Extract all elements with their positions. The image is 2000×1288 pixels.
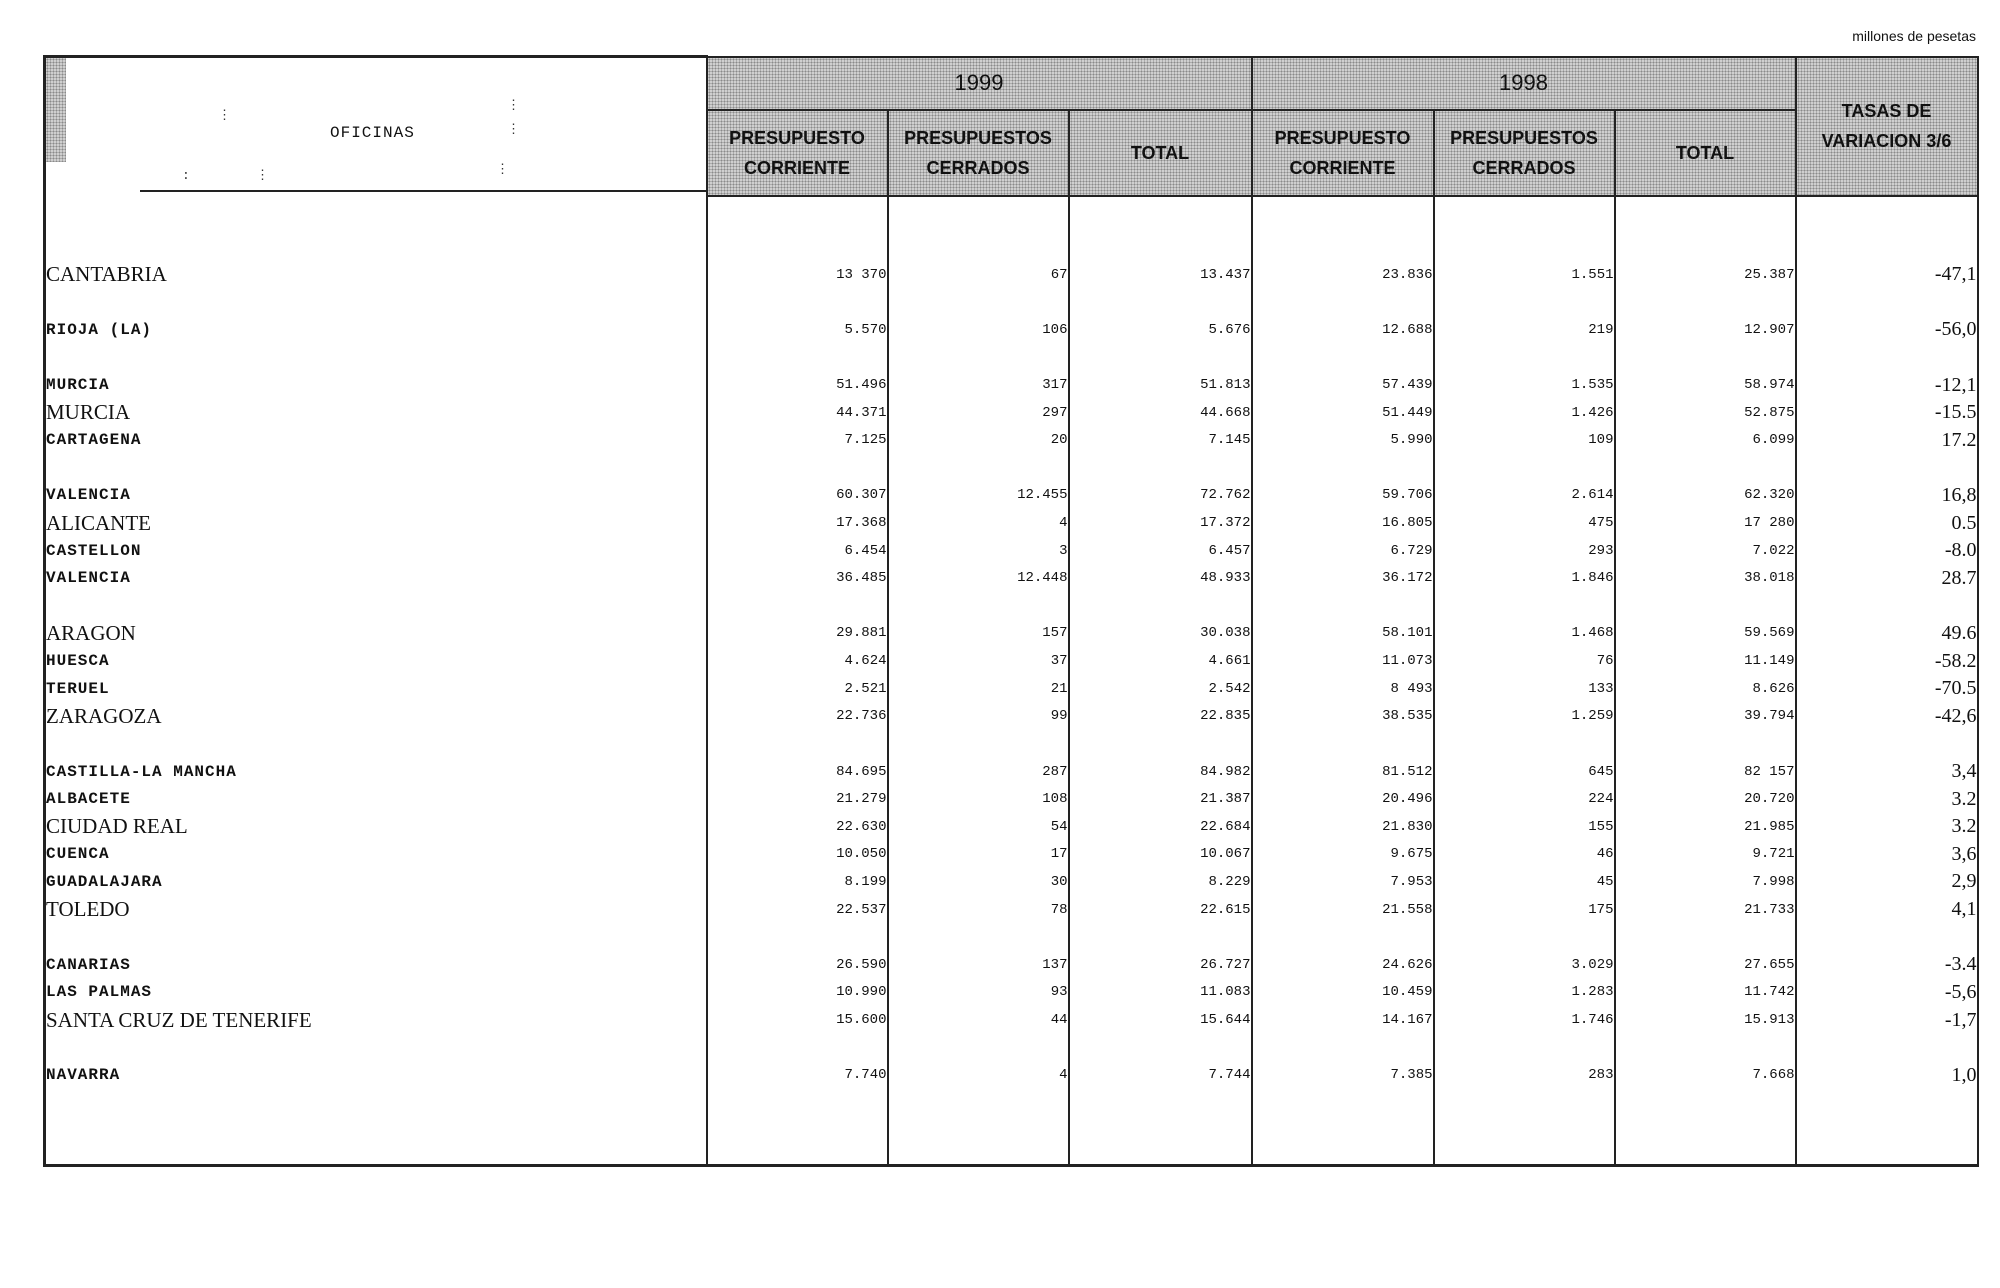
cell-total-1998: 58.974 [1615,371,1796,399]
cell-presupuesto-corriente-1998: 38.535 [1252,703,1434,731]
cell-tasa-variacion: -8.0 [1796,537,1978,565]
cell-tasa-variacion: -3.4 [1796,951,1978,979]
cell-presupuesto-corriente-1999: 4.624 [707,647,888,675]
col-presupuestos-cerrados-1998: PRESUPUESTOS CERRADOS [1434,110,1615,196]
cell-presupuesto-corriente-1999: 17.368 [707,509,888,537]
table-row [45,620,1978,648]
cell-presupuesto-corriente-1998: 58.101 [1252,620,1434,648]
cell-presupuestos-cerrados-1998: 293 [1434,537,1615,565]
cell-total-1999: 10.067 [1069,841,1252,869]
cell-presupuestos-cerrados-1998: 1.426 [1434,399,1615,427]
cell-tasa-variacion: -15.5 [1796,399,1978,427]
cell-presupuestos-cerrados-1998: 175 [1434,896,1615,924]
cell-total-1998: 6.099 [1615,426,1796,454]
cell-total-1998: 7.022 [1615,537,1796,565]
cell-presupuesto-corriente-1998: 21.558 [1252,896,1434,924]
cell-tasa-variacion: 16,8 [1796,482,1978,510]
cell-presupuestos-cerrados-1998: 1.535 [1434,371,1615,399]
cell-presupuestos-cerrados-1998: 155 [1434,813,1615,841]
cell-presupuesto-corriente-1998: 6.729 [1252,537,1434,565]
cell-presupuestos-cerrados-1999: 44 [888,1006,1069,1034]
office-name: CARTAGENA [46,431,142,450]
budget-table [43,55,1979,1167]
cell-presupuestos-cerrados-1999: 20 [888,426,1069,454]
office-name: SANTA CRUZ DE TENERIFE [46,1007,312,1032]
cell-total-1999: 13.437 [1069,261,1252,289]
cell-presupuestos-cerrados-1998: 219 [1434,316,1615,344]
cell-tasa-variacion: -47,1 [1796,261,1978,289]
office-name: CANARIAS [46,955,131,974]
office-name: ALICANTE [46,510,151,535]
cell-presupuestos-cerrados-1998: 1.468 [1434,620,1615,648]
cell-presupuesto-corriente-1999: 22.537 [707,896,888,924]
dot-mark: ⋮ [507,98,520,113]
cell-presupuesto-corriente-1999: 29.881 [707,620,888,648]
cell-presupuestos-cerrados-1998: 46 [1434,841,1615,869]
offices-header [45,57,707,197]
cell-presupuestos-cerrados-1998: 45 [1434,868,1615,896]
cell-presupuesto-corriente-1998: 57.439 [1252,371,1434,399]
table-row [45,426,1978,454]
cell-total-1999: 7.145 [1069,426,1252,454]
cell-presupuesto-corriente-1998: 8 493 [1252,675,1434,703]
cell-presupuestos-cerrados-1998: 1.283 [1434,979,1615,1007]
cell-total-1998: 59.569 [1615,620,1796,648]
cell-total-1999: 2.542 [1069,675,1252,703]
cell-presupuestos-cerrados-1998: 3.029 [1434,951,1615,979]
cell-presupuestos-cerrados-1998: 1.259 [1434,703,1615,731]
cell-presupuestos-cerrados-1999: 93 [888,979,1069,1007]
dot-mark: ⋮ [507,122,520,137]
office-name: ZARAGOZA [46,703,162,728]
cell-presupuesto-corriente-1999: 36.485 [707,564,888,592]
office-name: VALENCIA [46,486,131,505]
col-presupuesto-corriente-1999: PRESUPUESTO CORRIENTE [707,110,888,196]
cell-tasa-variacion: -1,7 [1796,1006,1978,1034]
office-name: VALENCIA [46,569,131,588]
cell-presupuestos-cerrados-1998: 283 [1434,1061,1615,1089]
cell-tasa-variacion: 0.5 [1796,509,1978,537]
cell-tasa-variacion: -58.2 [1796,647,1978,675]
cell-total-1998: 7.668 [1615,1061,1796,1089]
cell-presupuestos-cerrados-1999: 67 [888,261,1069,289]
cell-total-1998: 38.018 [1615,564,1796,592]
cell-presupuestos-cerrados-1998: 475 [1434,509,1615,537]
table-row [45,896,1978,924]
cell-tasa-variacion: -5,6 [1796,979,1978,1007]
cell-presupuestos-cerrados-1999: 12.448 [888,564,1069,592]
cell-presupuesto-corriente-1999: 6.454 [707,537,888,565]
cell-presupuestos-cerrados-1999: 30 [888,868,1069,896]
cell-tasa-variacion: 4,1 [1796,896,1978,924]
cell-tasa-variacion: -70.5 [1796,675,1978,703]
cell-presupuesto-corriente-1998: 24.626 [1252,951,1434,979]
cell-presupuestos-cerrados-1999: 54 [888,813,1069,841]
dot-mark: : [182,168,190,183]
cell-total-1998: 15.913 [1615,1006,1796,1034]
office-name: CANTABRIA [46,262,167,287]
cell-total-1998: 39.794 [1615,703,1796,731]
cell-presupuesto-corriente-1998: 10.459 [1252,979,1434,1007]
table-row [45,482,1978,510]
office-name: RIOJA (LA) [46,320,153,339]
cell-presupuestos-cerrados-1999: 3 [888,537,1069,565]
cell-presupuesto-corriente-1998: 21.830 [1252,813,1434,841]
cell-presupuesto-corriente-1998: 12.688 [1252,316,1434,344]
cell-tasa-variacion: -12,1 [1796,371,1978,399]
table-row [45,564,1978,592]
cell-total-1999: 5.676 [1069,316,1252,344]
cell-presupuestos-cerrados-1999: 4 [888,509,1069,537]
cell-presupuestos-cerrados-1998: 1.746 [1434,1006,1615,1034]
cell-total-1998: 20.720 [1615,785,1796,813]
cell-presupuesto-corriente-1998: 81.512 [1252,758,1434,786]
cell-tasa-variacion: 3,4 [1796,758,1978,786]
cell-total-1999: 22.615 [1069,896,1252,924]
cell-presupuestos-cerrados-1999: 287 [888,758,1069,786]
col-total-1999: TOTAL [1069,110,1252,196]
cell-total-1998: 62.320 [1615,482,1796,510]
cell-presupuesto-corriente-1999: 5.570 [707,316,888,344]
office-name: CASTELLON [46,541,142,560]
cell-presupuesto-corriente-1999: 2.521 [707,675,888,703]
cell-presupuesto-corriente-1998: 59.706 [1252,482,1434,510]
cell-presupuesto-corriente-1999: 51.496 [707,371,888,399]
cell-presupuestos-cerrados-1998: 109 [1434,426,1615,454]
cell-total-1998: 21.733 [1615,896,1796,924]
table-row [45,785,1978,813]
cell-presupuestos-cerrados-1998: 224 [1434,785,1615,813]
cell-total-1998: 17 280 [1615,509,1796,537]
cell-presupuesto-corriente-1999: 22.736 [707,703,888,731]
table-row [45,813,1978,841]
cell-presupuesto-corriente-1999: 10.050 [707,841,888,869]
cell-total-1998: 21.985 [1615,813,1796,841]
cell-presupuesto-corriente-1999: 10.990 [707,979,888,1007]
cell-presupuestos-cerrados-1999: 108 [888,785,1069,813]
office-name: LAS PALMAS [46,983,153,1002]
cell-presupuestos-cerrados-1999: 106 [888,316,1069,344]
col-presupuesto-corriente-1998: PRESUPUESTO CORRIENTE [1252,110,1434,196]
cell-tasa-variacion: -42,6 [1796,703,1978,731]
year-1999-header: 1999 [707,57,1252,111]
cell-presupuestos-cerrados-1998: 76 [1434,647,1615,675]
table-row [45,675,1978,703]
cell-presupuesto-corriente-1999: 8.199 [707,868,888,896]
table-row [45,979,1978,1007]
cell-presupuestos-cerrados-1998: 2.614 [1434,482,1615,510]
cell-tasa-variacion: 28.7 [1796,564,1978,592]
office-name: MURCIA [46,400,131,425]
cell-tasa-variacion: 2,9 [1796,868,1978,896]
table-row [45,868,1978,896]
cell-total-1998: 12.907 [1615,316,1796,344]
cell-total-1999: 11.083 [1069,979,1252,1007]
cell-presupuestos-cerrados-1999: 317 [888,371,1069,399]
units-label: millones de pesetas [1852,28,1976,44]
cell-total-1999: 84.982 [1069,758,1252,786]
office-name: CUENCA [46,845,110,864]
cell-total-1998: 82 157 [1615,758,1796,786]
cell-presupuesto-corriente-1999: 26.590 [707,951,888,979]
cell-total-1999: 72.762 [1069,482,1252,510]
office-name: TERUEL [46,679,110,698]
cell-tasa-variacion: 3.2 [1796,813,1978,841]
cell-presupuesto-corriente-1999: 7.125 [707,426,888,454]
cell-total-1999: 26.727 [1069,951,1252,979]
cell-total-1999: 6.457 [1069,537,1252,565]
offices-rule [140,190,706,192]
table-row [45,703,1978,731]
table-row [45,841,1978,869]
cell-presupuesto-corriente-1998: 20.496 [1252,785,1434,813]
cell-total-1999: 17.372 [1069,509,1252,537]
dot-mark: ⋮ [496,162,509,177]
table-row [45,647,1978,675]
office-name: NAVARRA [46,1066,121,1085]
cell-total-1999: 4.661 [1069,647,1252,675]
cell-total-1999: 8.229 [1069,868,1252,896]
cell-presupuestos-cerrados-1999: 78 [888,896,1069,924]
cell-tasa-variacion: -56,0 [1796,316,1978,344]
table-row [45,316,1978,344]
cell-total-1999: 15.644 [1069,1006,1252,1034]
cell-presupuesto-corriente-1999: 84.695 [707,758,888,786]
year-1998-header: 1998 [1252,57,1796,111]
cell-total-1998: 11.149 [1615,647,1796,675]
cell-presupuestos-cerrados-1999: 99 [888,703,1069,731]
cell-total-1998: 8.626 [1615,675,1796,703]
cell-total-1999: 22.684 [1069,813,1252,841]
office-name: HUESCA [46,652,110,671]
cell-presupuestos-cerrados-1998: 133 [1434,675,1615,703]
cell-presupuestos-cerrados-1999: 137 [888,951,1069,979]
cell-presupuestos-cerrados-1999: 12.455 [888,482,1069,510]
cell-presupuesto-corriente-1998: 51.449 [1252,399,1434,427]
cell-total-1998: 52.875 [1615,399,1796,427]
cell-presupuestos-cerrados-1999: 17 [888,841,1069,869]
cell-presupuesto-corriente-1998: 7.385 [1252,1061,1434,1089]
cell-presupuesto-corriente-1999: 13 370 [707,261,888,289]
cell-presupuesto-corriente-1999: 21.279 [707,785,888,813]
table-body [45,196,1978,1165]
cell-total-1998: 25.387 [1615,261,1796,289]
col-presupuestos-cerrados-1999: PRESUPUESTOS CERRADOS [888,110,1069,196]
cell-presupuestos-cerrados-1999: 4 [888,1061,1069,1089]
header-shading [46,58,66,162]
cell-presupuesto-corriente-1998: 5.990 [1252,426,1434,454]
dot-mark: ⋮ [218,108,231,123]
cell-total-1999: 21.387 [1069,785,1252,813]
cell-presupuestos-cerrados-1998: 1.846 [1434,564,1615,592]
office-name: CASTILLA-LA MANCHA [46,762,237,781]
cell-presupuesto-corriente-1998: 11.073 [1252,647,1434,675]
cell-presupuestos-cerrados-1999: 157 [888,620,1069,648]
office-name: ALBACETE [46,790,131,809]
cell-presupuestos-cerrados-1999: 37 [888,647,1069,675]
cell-total-1998: 9.721 [1615,841,1796,869]
cell-presupuestos-cerrados-1998: 645 [1434,758,1615,786]
cell-total-1999: 30.038 [1069,620,1252,648]
office-name: GUADALAJARA [46,872,163,891]
cell-presupuesto-corriente-1999: 7.740 [707,1061,888,1089]
dot-mark: ⋮ [256,168,269,183]
cell-total-1999: 51.813 [1069,371,1252,399]
cell-presupuesto-corriente-1998: 14.167 [1252,1006,1434,1034]
cell-presupuestos-cerrados-1999: 21 [888,675,1069,703]
cell-presupuestos-cerrados-1999: 297 [888,399,1069,427]
cell-tasa-variacion: 3.2 [1796,785,1978,813]
cell-presupuestos-cerrados-1998: 1.551 [1434,261,1615,289]
cell-presupuesto-corriente-1998: 23.836 [1252,261,1434,289]
cell-presupuesto-corriente-1998: 16.805 [1252,509,1434,537]
table-row [45,758,1978,786]
office-name: MURCIA [46,376,110,394]
cell-presupuesto-corriente-1998: 7.953 [1252,868,1434,896]
office-name: TOLEDO [46,897,130,922]
cell-presupuesto-corriente-1998: 9.675 [1252,841,1434,869]
table-row [45,537,1978,565]
offices-label: OFICINAS [330,124,415,142]
table-row [45,371,1978,399]
table-row [45,1006,1978,1034]
cell-total-1999: 22.835 [1069,703,1252,731]
table-row [45,1061,1978,1089]
table-row [45,399,1978,427]
cell-total-1999: 7.744 [1069,1061,1252,1089]
office-name: ARAGON [46,620,136,645]
rate-header: TASAS DE VARIACION 3/6 [1796,57,1978,197]
table-row [45,951,1978,979]
cell-tasa-variacion: 17.2 [1796,426,1978,454]
office-name: CIUDAD REAL [46,814,188,839]
cell-total-1999: 48.933 [1069,564,1252,592]
cell-tasa-variacion: 3,6 [1796,841,1978,869]
cell-total-1998: 7.998 [1615,868,1796,896]
cell-total-1998: 11.742 [1615,979,1796,1007]
table-row [45,509,1978,537]
cell-total-1999: 44.668 [1069,399,1252,427]
table-row [45,261,1978,289]
col-total-1998: TOTAL [1615,110,1796,196]
cell-presupuesto-corriente-1999: 15.600 [707,1006,888,1034]
cell-presupuesto-corriente-1998: 36.172 [1252,564,1434,592]
cell-presupuesto-corriente-1999: 60.307 [707,482,888,510]
cell-tasa-variacion: 49.6 [1796,620,1978,648]
cell-tasa-variacion: 1,0 [1796,1061,1978,1089]
cell-presupuesto-corriente-1999: 22.630 [707,813,888,841]
cell-total-1998: 27.655 [1615,951,1796,979]
cell-presupuesto-corriente-1999: 44.371 [707,399,888,427]
